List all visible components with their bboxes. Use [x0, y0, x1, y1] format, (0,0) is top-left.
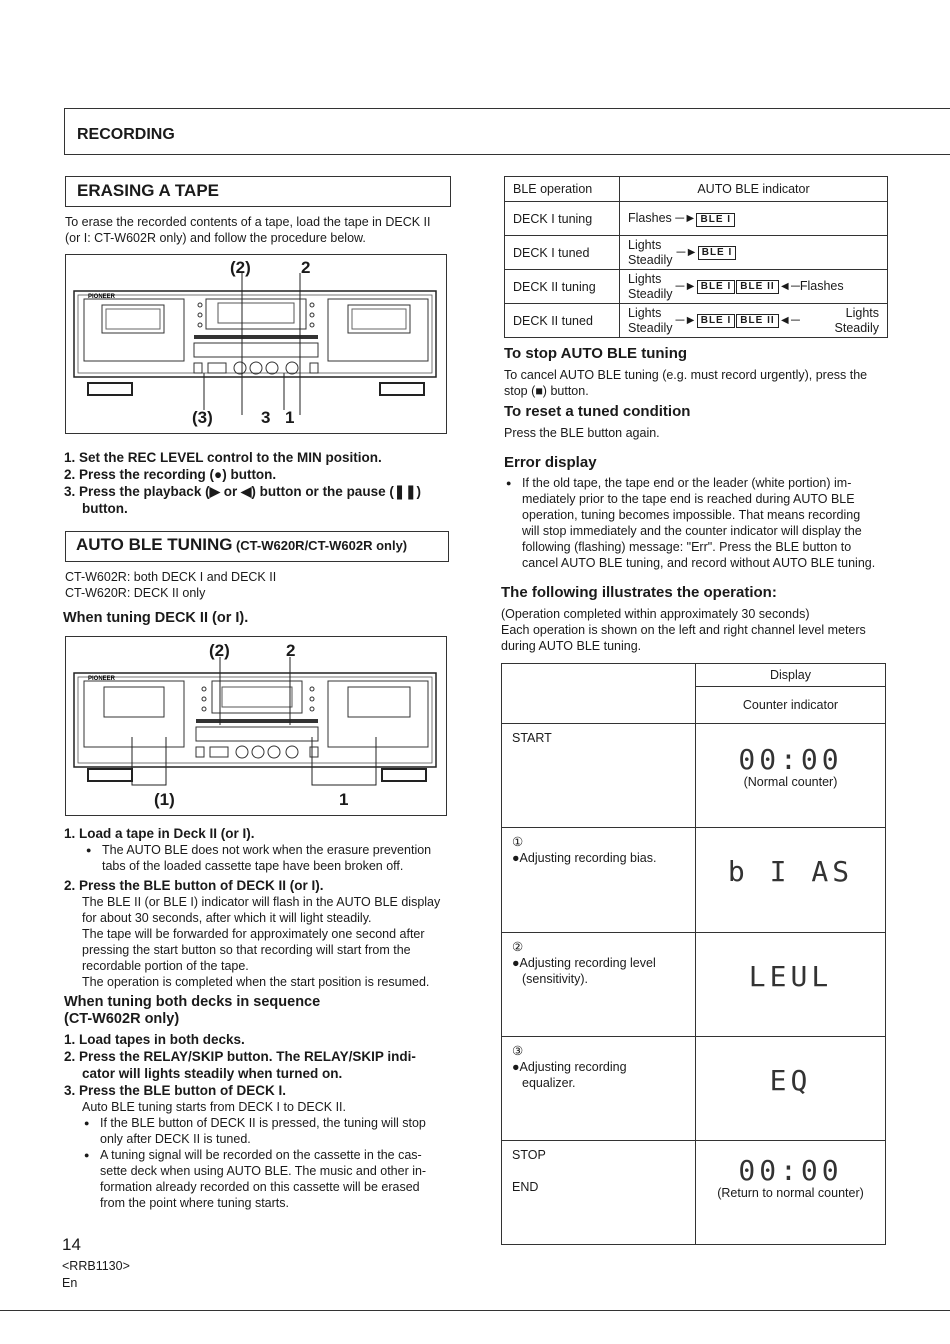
operation-table	[501, 663, 886, 1245]
ble-step-2-text-6: The operation is completed when the start position is resumed.	[82, 975, 430, 989]
ble-row-4-op: DECK II tuned	[505, 304, 620, 338]
ble-i-indicator-lit: BLE I	[698, 246, 737, 260]
page-number: 14	[62, 1235, 81, 1254]
ble-row-1-op: DECK I tuning	[505, 202, 620, 236]
ble-step-1: 1. Load a tape in Deck II (or I).	[64, 826, 255, 841]
cassette-deck-illustration	[66, 255, 446, 433]
erase-title-box	[65, 176, 451, 207]
return-counter-note: (Return to normal counter)	[717, 1186, 864, 1200]
ble-step-1-bullet: ● The AUTO BLE does not work when the erasure prevention tabs of the loaded cassette tape have been broken off.	[84, 842, 454, 874]
both-note: Auto BLE tuning starts from DECK I to DECK II.	[82, 1100, 346, 1114]
callout-1: 1	[285, 408, 295, 427]
counter-display-start: 00:00	[738, 743, 843, 776]
ble-head-right: AUTO BLE indicator	[620, 177, 888, 202]
ble-row-4-state: Lights Steadily ─► BLE I BLE II ◄─ Lights Steadily	[620, 304, 888, 338]
ble-deck-steps	[64, 825, 454, 1211]
stop-text-2: stop (■) button.	[504, 384, 589, 398]
error-text: ● If the old tape, the tape end or the leader (white portion) im- mediately prior to the tape end is reached during AUTO BLE operation, tuning becomes impossible. That means recording will stop immediately and the counter indicator will display the following (flashing) message: "Err". Press the BLE button to cancel AUTO BLE tuning, and record without AUTO BLE tuning.	[504, 475, 888, 571]
op-row-bias: ① ●Adjusting recording bias.	[502, 828, 696, 933]
brand-logo-2: PIONEER	[88, 676, 116, 682]
ble-row-3-op: DECK II tuning	[505, 270, 620, 304]
callout-3-paren: (3)	[192, 408, 213, 427]
op-row-eq: ③ ●Adjusting recording equalizer.	[502, 1037, 696, 1141]
callout-2: 2	[301, 258, 311, 277]
erase-intro-2: (or I: CT-W602R only) and follow the procedure below.	[65, 231, 366, 245]
ble-row-2-op: DECK I tuned	[505, 236, 620, 270]
stop-heading: To stop AUTO BLE tuning	[504, 345, 688, 362]
deck-figure-ble	[65, 636, 447, 816]
op-row-stop-display	[696, 1141, 886, 1245]
both-step-3: 3. Press the BLE button of DECK I.	[64, 1083, 287, 1098]
illus-heading: The following illustrates the operation:	[501, 584, 777, 601]
reset-text: Press the BLE button again.	[504, 426, 660, 440]
op-head-display: Display	[696, 664, 886, 687]
language-code: En	[62, 1276, 78, 1290]
callout-2-paren-b: (2)	[209, 641, 230, 660]
callout-1-paren-b: (1)	[154, 790, 175, 809]
both-step-2: 2. Press the RELAY/SKIP button. The RELAY/SKIP indi-	[64, 1049, 416, 1064]
stop-text-1: To cancel AUTO BLE tuning (e.g. must record urgently), press the	[504, 368, 868, 382]
section-title: RECORDING	[77, 126, 175, 143]
both-bullet-2: ● A tuning signal will be recorded on the cassette in the cas- sette deck when using AUTO BLE. The music and other in- formation already recorded on this cassette will be erased from the point where tuning starts.	[82, 1147, 454, 1211]
ble-row-1-state: Flashes ─► BLE I	[620, 202, 888, 236]
auto-line-1: CT-W602R: both DECK I and DECK II	[65, 570, 277, 584]
both-step-1: 1. Load tapes in both decks.	[64, 1032, 245, 1047]
op-row-start: START	[502, 724, 696, 828]
both-heading-2: (CT-W602R only)	[64, 1011, 180, 1027]
auto-title-suffix: (CT-W620R/CT-W602R only)	[235, 538, 408, 553]
both-heading-1: When tuning both decks in sequence	[64, 994, 321, 1010]
op-row-eq-display	[696, 1037, 886, 1141]
erase-step-3: 3. Press the playback (▶ or ◀) button or the pause (❚❚)	[64, 484, 421, 499]
ble-step-2-text-5: recordable portion of the tape.	[82, 959, 249, 973]
auto-title: AUTO BLE TUNING	[76, 535, 233, 554]
op-row-bias-display	[696, 828, 886, 933]
ble-row-3-state: Lights Steadily ─► BLE I BLE II ◄─ Flashes	[620, 270, 888, 304]
error-heading: Error display	[504, 454, 597, 471]
ble-step-2: 2. Press the BLE button of DECK II (or I).	[64, 878, 324, 893]
ble-step-2-text-3: The tape will be forwarded for approximately one second after	[82, 927, 425, 941]
ble-head-left: BLE operation	[505, 177, 620, 202]
erase-step-1: 1. Set the REC LEVEL control to the MIN position.	[64, 450, 382, 465]
ble-step-2-text-2: for about 30 seconds, after which it will light steadily.	[82, 911, 372, 925]
erase-steps	[64, 449, 454, 517]
auto-title-box	[65, 531, 449, 562]
reset-heading: To reset a tuned condition	[504, 403, 691, 420]
op-row-level: ② ●Adjusting recording level (sensitivity).	[502, 933, 696, 1037]
cassette-deck-illustration-2	[66, 637, 446, 815]
counter-display-level: LEUL	[748, 960, 833, 993]
op-row-stop: STOP END	[502, 1141, 696, 1245]
ble-step-2-text-4: pressing the start button so that recording will start from the	[82, 943, 411, 957]
erase-intro-1: To erase the recorded contents of a tape, load the tape in DECK II	[65, 215, 431, 229]
op-head-empty	[502, 664, 696, 724]
counter-display-eq: EQ	[769, 1064, 812, 1097]
when-heading: When tuning DECK II (or I).	[63, 610, 249, 626]
ble-step-2-text-1: The BLE II (or BLE I) indicator will flash in the AUTO BLE display	[82, 895, 441, 909]
both-step-2-cont: cator will lights steadily when turned on.	[82, 1066, 343, 1081]
erase-title: ERASING A TAPE	[77, 181, 219, 200]
callout-3: 3	[261, 408, 271, 427]
brand-logo: PIONEER	[88, 294, 116, 300]
counter-display-end: 00:00	[738, 1154, 843, 1187]
deck-figure-erase	[65, 254, 447, 434]
illus-text-3: during AUTO BLE tuning.	[501, 639, 642, 653]
callout-2-paren: (2)	[230, 258, 251, 277]
illus-text-1: (Operation completed within approximately 30 seconds)	[501, 607, 810, 621]
illus-text-2: Each operation is shown on the left and right channel level meters	[501, 623, 866, 637]
auto-line-2: CT-W620R: DECK II only	[65, 586, 206, 600]
op-head-counter: Counter indicator	[696, 687, 886, 724]
normal-counter-note: (Normal counter)	[743, 775, 838, 789]
op-row-level-display	[696, 933, 886, 1037]
ble-indicator-table	[504, 176, 888, 338]
op-row-start-display	[696, 724, 886, 828]
ble-i-indicator: BLE I	[696, 213, 735, 227]
callout-1-b: 1	[339, 790, 349, 809]
both-bullet-1: ● If the BLE button of DECK II is pressed, the tuning will stop only after DECK II is tuned.	[82, 1115, 454, 1147]
erase-step-3-cont: button.	[82, 501, 128, 516]
doc-code: <RRB1130>	[62, 1259, 130, 1273]
counter-display-bias: b I AS	[727, 855, 854, 888]
ble-row-2-state: Lights Steadily ─► BLE I	[620, 236, 888, 270]
callout-2-b: 2	[286, 641, 296, 660]
erase-step-2: 2. Press the recording (●) button.	[64, 467, 277, 482]
